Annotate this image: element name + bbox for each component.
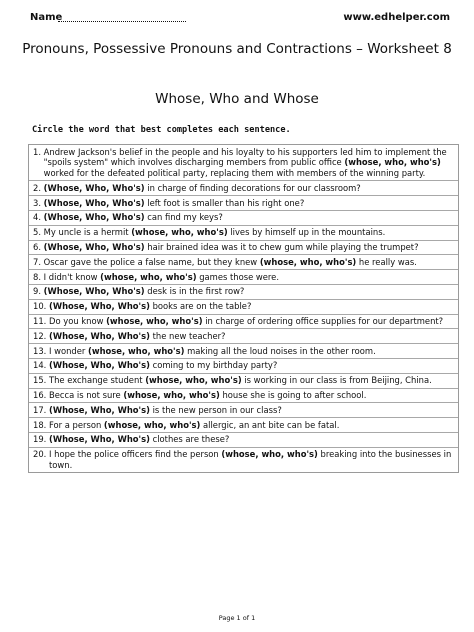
sentence-number: 10. — [33, 301, 47, 312]
sentence-after: breaking into the businesses in town. — [49, 449, 452, 471]
word-choice[interactable]: (Whose, Who, Who's) — [49, 360, 150, 371]
name-label: Name — [30, 12, 63, 23]
sentence-text — [49, 316, 454, 327]
sentence-after: allergic, an ant bite can be fatal. — [200, 419, 340, 430]
word-choice[interactable]: (Whose, Who, Who's) — [43, 182, 145, 193]
instruction-text: Circle the word that best completes each sentence. — [32, 125, 291, 135]
sentence-after: lives by himself up in the mountains. — [227, 227, 386, 238]
sentence-after: is working in our class is from Beijing, China. — [241, 375, 432, 386]
sentence-row — [29, 270, 458, 285]
word-choice[interactable]: (whose, who, who's) — [100, 271, 197, 282]
sentence-text — [49, 420, 454, 431]
sentence-after: left foot is smaller than his right one? — [144, 197, 305, 208]
word-choice[interactable]: (whose, who, who's) — [88, 345, 185, 356]
word-choice[interactable]: (whose, who, who's) — [145, 375, 242, 386]
worksheet-subtitle: Whose, Who and Whose — [155, 91, 319, 107]
sentence-row — [29, 403, 458, 418]
sentence-before: Oscar gave the police a false name, but they knew — [43, 256, 260, 267]
word-choice[interactable]: (Whose, Who, Who's) — [43, 197, 145, 208]
sentence-text — [44, 212, 454, 223]
word-choice[interactable]: (whose, who, who's) — [103, 419, 201, 430]
sentence-after: games those were. — [196, 271, 279, 282]
word-choice[interactable]: (Whose, Who, Who's) — [49, 301, 150, 312]
word-choice[interactable]: (Whose, Who, Who's) — [49, 434, 150, 445]
sentence-text — [44, 272, 454, 283]
sentence-after: desk is in the first row? — [144, 286, 245, 297]
sentence-number: 5. — [33, 227, 41, 238]
sentence-row — [29, 374, 458, 389]
sentence-after: house she is going to after school. — [219, 390, 367, 401]
word-choice[interactable]: (whose, who, who's) — [344, 157, 441, 168]
sentence-before: Andrew Jackson's belief in the people and his loyalty to his supporters led him to implement the "spoils system" which involves discharging members from public office — [43, 146, 447, 168]
sentence-before: I hope the police officers find the person — [49, 449, 222, 460]
sentence-number: 6. — [33, 242, 41, 253]
sentence-after: worked for the defeated political party, replacing them with members of the winning party. — [43, 168, 426, 179]
sentence-number: 2. — [33, 182, 41, 193]
sentence-text — [44, 286, 454, 297]
sentence-after: clothes are these? — [149, 434, 230, 445]
sentence-number: 15. — [33, 375, 47, 386]
sentence-list — [28, 144, 459, 473]
sentence-before: My uncle is a hermit — [43, 227, 132, 238]
sentence-after: in charge of finding decorations for our classroom? — [144, 182, 361, 193]
sentence-text — [49, 360, 454, 371]
sentence-before: I wonder — [49, 345, 88, 356]
sentence-number: 3. — [33, 197, 41, 208]
sentence-row — [29, 181, 458, 196]
sentence-row — [29, 359, 458, 374]
sentence-number: 16. — [33, 390, 47, 401]
sentence-row — [29, 418, 458, 433]
sentence-row — [29, 285, 458, 300]
word-choice[interactable]: (Whose, Who, Who's) — [49, 330, 150, 341]
worksheet-title: Pronouns, Possessive Pronouns and Contractions – Worksheet 8 — [22, 41, 452, 57]
sentence-row — [29, 315, 458, 330]
sentence-after: making all the loud noises in the other room. — [184, 345, 376, 356]
sentence-after: coming to my birthday party? — [149, 360, 278, 371]
sentence-row — [29, 448, 458, 473]
sentence-after: the new teacher? — [149, 330, 226, 341]
word-choice[interactable]: (Whose, Who, Who's) — [43, 286, 145, 297]
sentence-number: 9. — [33, 286, 41, 297]
sentence-before: Becca is not sure — [49, 390, 124, 401]
sentence-row — [29, 241, 458, 256]
sentence-text — [49, 301, 454, 312]
sentence-text — [49, 331, 454, 342]
page-footer: Page 1 of 1 — [218, 614, 256, 622]
sentence-text — [44, 227, 454, 238]
word-choice[interactable]: (Whose, Who, Who's) — [43, 212, 145, 223]
sentence-row — [29, 329, 458, 344]
sentence-row — [29, 389, 458, 404]
sentence-after: he really was. — [356, 256, 417, 267]
sentence-after: can find my keys? — [144, 212, 223, 223]
website-label: www.edhelper.com — [343, 12, 450, 23]
sentence-after: is the new person in our class? — [149, 404, 282, 415]
sentence-row — [29, 255, 458, 270]
sentence-text — [49, 390, 454, 401]
header — [30, 12, 450, 26]
sentence-row — [29, 196, 458, 211]
sentence-after: books are on the table? — [149, 301, 252, 312]
word-choice[interactable]: (Whose, Who, Who's) — [43, 242, 145, 253]
sentence-number: 11. — [33, 316, 47, 327]
sentence-number: 18. — [33, 419, 47, 430]
sentence-before: Do you know — [49, 316, 107, 327]
sentence-number: 12. — [33, 330, 47, 341]
sentence-number: 17. — [33, 404, 47, 415]
sentence-number: 14. — [33, 360, 47, 371]
sentence-number: 7. — [33, 256, 41, 267]
sentence-row — [29, 211, 458, 226]
word-choice[interactable]: (whose, who, who's) — [221, 449, 318, 460]
sentence-number: 20. — [33, 449, 47, 460]
sentence-row — [29, 300, 458, 315]
word-choice[interactable]: (whose, who, who's) — [259, 256, 357, 267]
sentence-text — [44, 198, 454, 209]
sentence-before: I didn't know — [43, 271, 101, 282]
sentence-number: 19. — [33, 434, 47, 445]
name-blank-line — [58, 21, 186, 22]
sentence-number: 13. — [33, 345, 47, 356]
sentence-text — [44, 183, 454, 194]
sentence-number: 8. — [33, 271, 41, 282]
sentence-after: hair brained idea was it to chew gum while playing the trumpet? — [144, 242, 419, 253]
sentence-text — [49, 405, 454, 416]
sentence-row — [29, 433, 458, 448]
sentence-text — [49, 434, 454, 445]
sentence-after: in charge of ordering office supplies for our department? — [202, 316, 444, 327]
sentence-row — [29, 226, 458, 241]
sentence-text — [44, 257, 454, 268]
word-choice[interactable]: (whose, who, who's) — [131, 227, 228, 238]
word-choice[interactable]: (Whose, Who, Who's) — [49, 404, 150, 415]
sentence-text — [49, 449, 454, 471]
word-choice[interactable]: (whose, who, who's) — [123, 390, 220, 401]
sentence-number: 4. — [33, 212, 41, 223]
sentence-text — [44, 147, 454, 179]
sentence-before: For a person — [49, 419, 104, 430]
sentence-row — [29, 344, 458, 359]
word-choice[interactable]: (whose, who, who's) — [106, 316, 203, 327]
sentence-text — [49, 375, 454, 386]
sentence-text — [49, 346, 454, 357]
sentence-row — [29, 145, 458, 181]
sentence-before: The exchange student — [49, 375, 146, 386]
sentence-number: 1. — [33, 146, 41, 157]
sentence-text — [44, 242, 454, 253]
